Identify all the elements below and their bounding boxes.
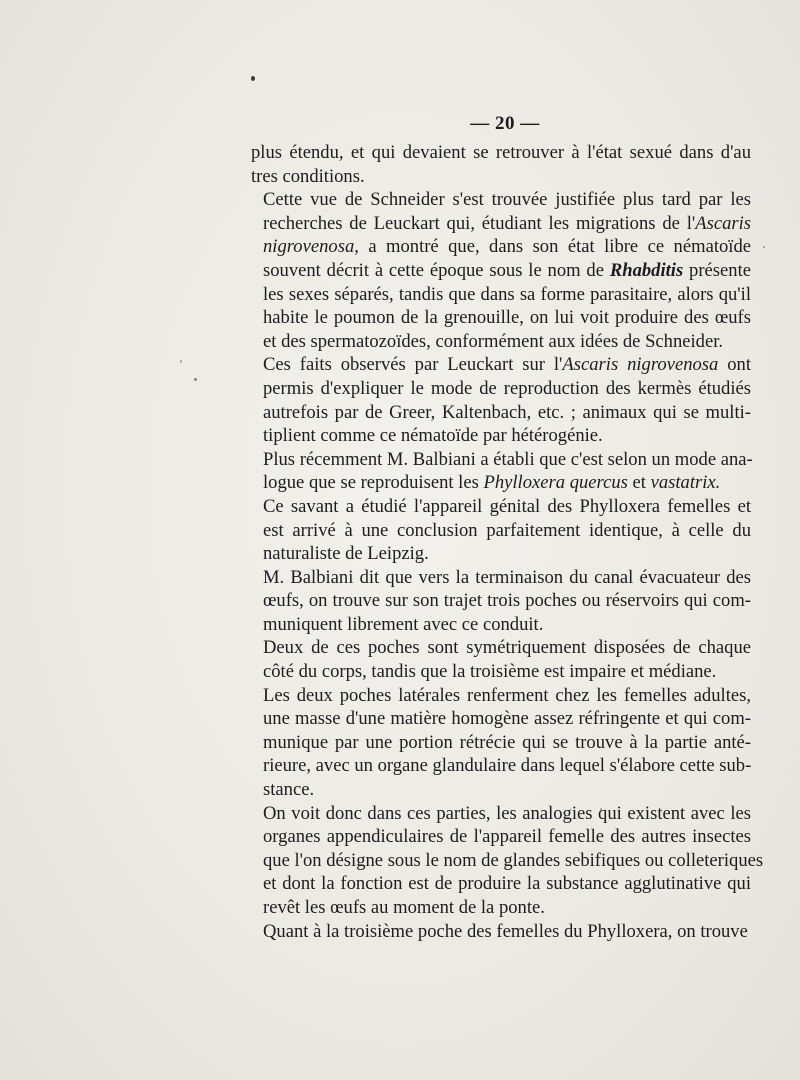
ink-speck xyxy=(180,360,182,363)
paragraph xyxy=(251,636,751,683)
paragraph xyxy=(251,495,751,566)
text-line: souvent décrit à cette époque sous le nom de Rhabditis présente xyxy=(263,259,751,281)
text-line: stance. xyxy=(263,779,315,801)
text-line: œufs, on trouve sur son trajet trois poches ou réservoirs qui com- xyxy=(263,590,751,612)
text-line: côté du corps, tandis que la troisième est impaire et médiane. xyxy=(263,661,717,683)
text-line: tiplient comme ce nématoïde par hétérogénie. xyxy=(263,425,603,447)
text-line: autrefois par de Greer, Kaltenbach, etc. ; animaux qui se multi- xyxy=(263,401,751,423)
text-line: On voit donc dans ces parties, les analogies qui existent avec les xyxy=(263,802,751,824)
paragraph xyxy=(251,188,751,353)
text-line: et des spermatozoïdes, conformément aux idées de Schneider. xyxy=(263,330,724,352)
body-text xyxy=(251,141,764,943)
text-line: Les deux poches latérales renferment chez les femelles adultes, xyxy=(263,684,751,706)
text-line: M. Balbiani dit que vers la terminaison du canal évacuateur des xyxy=(263,566,751,588)
text-line: naturaliste de Leipzig. xyxy=(263,543,429,565)
text-line: Cette vue de Schneider s'est trouvée justifiée plus tard par les xyxy=(263,189,751,211)
text-line: Ce savant a étudié l'appareil génital des Phylloxera femelles et xyxy=(263,495,751,517)
text-line: rieure, avec un organe glandulaire dans lequel s'élabore cette sub- xyxy=(263,755,752,777)
paragraph xyxy=(251,802,764,920)
text-line: revêt les œufs au moment de la ponte. xyxy=(263,897,545,918)
paragraph xyxy=(251,353,751,447)
text-line: que l'on désigne sous le nom de glandes sebifiques ou colleteriques xyxy=(263,849,764,871)
text-line: Deux de ces poches sont symétriquement disposées de chaque xyxy=(263,637,751,659)
text-line: Quant à la troisième poche des femelles du Phylloxera, on trouve xyxy=(263,920,748,942)
text-line: organes appendiculaires de l'appareil femelle des autres insectes xyxy=(263,826,751,848)
text-line: et dont la fonction est de produire la substance agglutinative qui xyxy=(263,873,751,895)
text-line: les sexes séparés, tandis que dans sa forme parasitaire, alors qu'il xyxy=(263,283,751,305)
paragraph xyxy=(251,920,751,944)
text-line: logue que se reproduisent les Phylloxera quercus et vastatrix. xyxy=(263,472,721,494)
text-line: plus étendu, et qui devaient se retrouver à l'état sexué dans d'au xyxy=(251,142,751,163)
text-line: Ces faits observés par Leuckart sur l'Ascaris nigrovenosa ont xyxy=(263,354,751,376)
text-line: munique par une portion rétrécie qui se trouve à la partie anté- xyxy=(263,731,751,753)
text-line: muniquent librement avec ce conduit. xyxy=(263,613,544,635)
text-line: une masse d'une matière homogène assez réfringente et qui com- xyxy=(263,708,751,730)
paragraph xyxy=(251,448,751,495)
ink-speck xyxy=(763,246,765,248)
paragraph xyxy=(251,141,751,188)
text-line: recherches de Leuckart qui, étudiant les migrations de l'Ascaris xyxy=(263,212,751,234)
text-line: habite le poumon de la grenouille, on lui voit produire des œufs xyxy=(263,307,751,329)
paragraph xyxy=(251,566,751,637)
text-line: est arrivé à une conclusion parfaitement identique, à celle du xyxy=(263,519,751,541)
ink-speck xyxy=(194,378,197,381)
text-line: tres conditions. xyxy=(251,165,365,187)
page-number: — 20 — xyxy=(470,113,540,134)
text-line: Plus récemment M. Balbiani a établi que c'est selon un mode ana- xyxy=(263,448,753,470)
paragraph xyxy=(251,684,751,802)
ink-speck xyxy=(251,76,255,81)
text-line: nigrovenosa, a montré que, dans son état libre ce nématoïde xyxy=(263,236,751,258)
text-line: permis d'expliquer le mode de reproduction des kermès étudiés xyxy=(263,377,751,399)
